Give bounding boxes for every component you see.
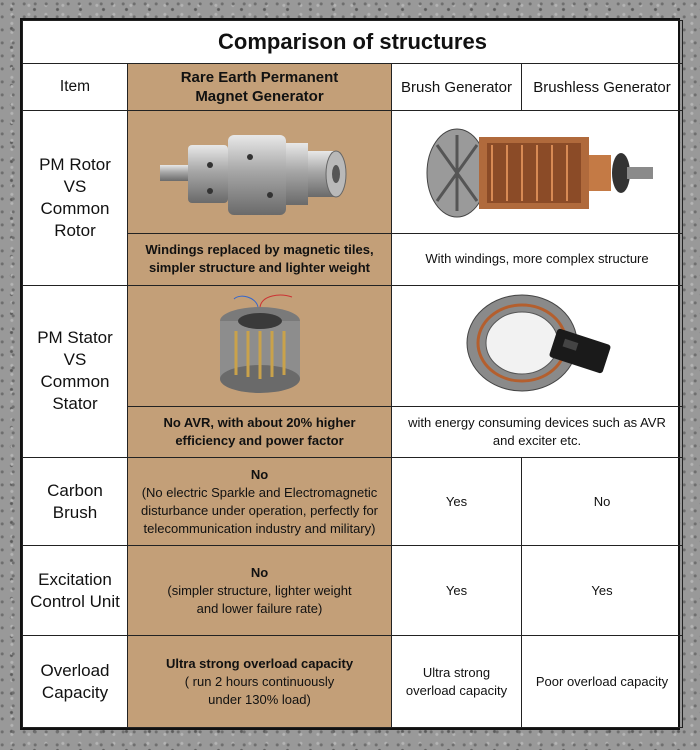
pm-rotor-note: Windings replaced by magnetic tiles, simpler structure and lighter weight [128,234,392,286]
header-row [23,64,683,111]
common-stator-image [452,288,622,403]
common-rotor-image-cell [392,111,683,234]
brushless-carbon-brush: No [522,458,683,546]
pm-stator-image [200,291,320,401]
pm-stator-note: No AVR, with about 20% higher efficiency and power factor [128,406,392,458]
pm-stator-image-cell [128,285,392,406]
brush-excitation: Yes [392,546,522,636]
pm-carbon-brush: No (No electric Sparkle and Electromagnetic disturbance under operation, perfectly for telecommunication industry and military) [128,458,392,546]
comparison-table [22,20,683,728]
stator-label: PM Stator VS Common Stator [23,285,128,458]
common-rotor-image [417,115,657,230]
common-stator-image-cell [392,285,683,406]
common-stator-note: with energy consuming devices such as AVR and exciter etc. [392,406,683,458]
overload-label: Overload Capacity [23,636,128,728]
carbon-brush-label: Carbon Brush [23,458,128,546]
brushless-excitation: Yes [522,546,683,636]
brush-overload: Ultra strong overload capacity [392,636,522,728]
rotor-label: PM Rotor VS Common Rotor [23,111,128,286]
brushless-overload: Poor overload capacity [522,636,683,728]
pm-overload: Ultra strong overload capacity ( run 2 hours continuously under 130% load) [128,636,392,728]
header-brushless-generator: Brushless Generator [522,64,683,111]
header-brush-generator: Brush Generator [392,64,522,111]
table-title: Comparison of structures [23,21,683,64]
pm-rotor-image-cell [128,111,392,234]
excitation-label: Excitation Control Unit [23,546,128,636]
header-pm-line2: Magnet Generator [195,88,324,105]
comparison-sheet [20,18,680,730]
brush-carbon-brush: Yes [392,458,522,546]
pm-excitation: No (simpler structure, lighter weight and lower failure rate) [128,546,392,636]
header-pm-generator [128,64,392,111]
header-pm-line1: Rare Earth Permanent [180,69,339,86]
header-item: Item [23,64,128,111]
pm-rotor-image [160,117,360,227]
common-rotor-note: With windings, more complex structure [392,234,683,286]
